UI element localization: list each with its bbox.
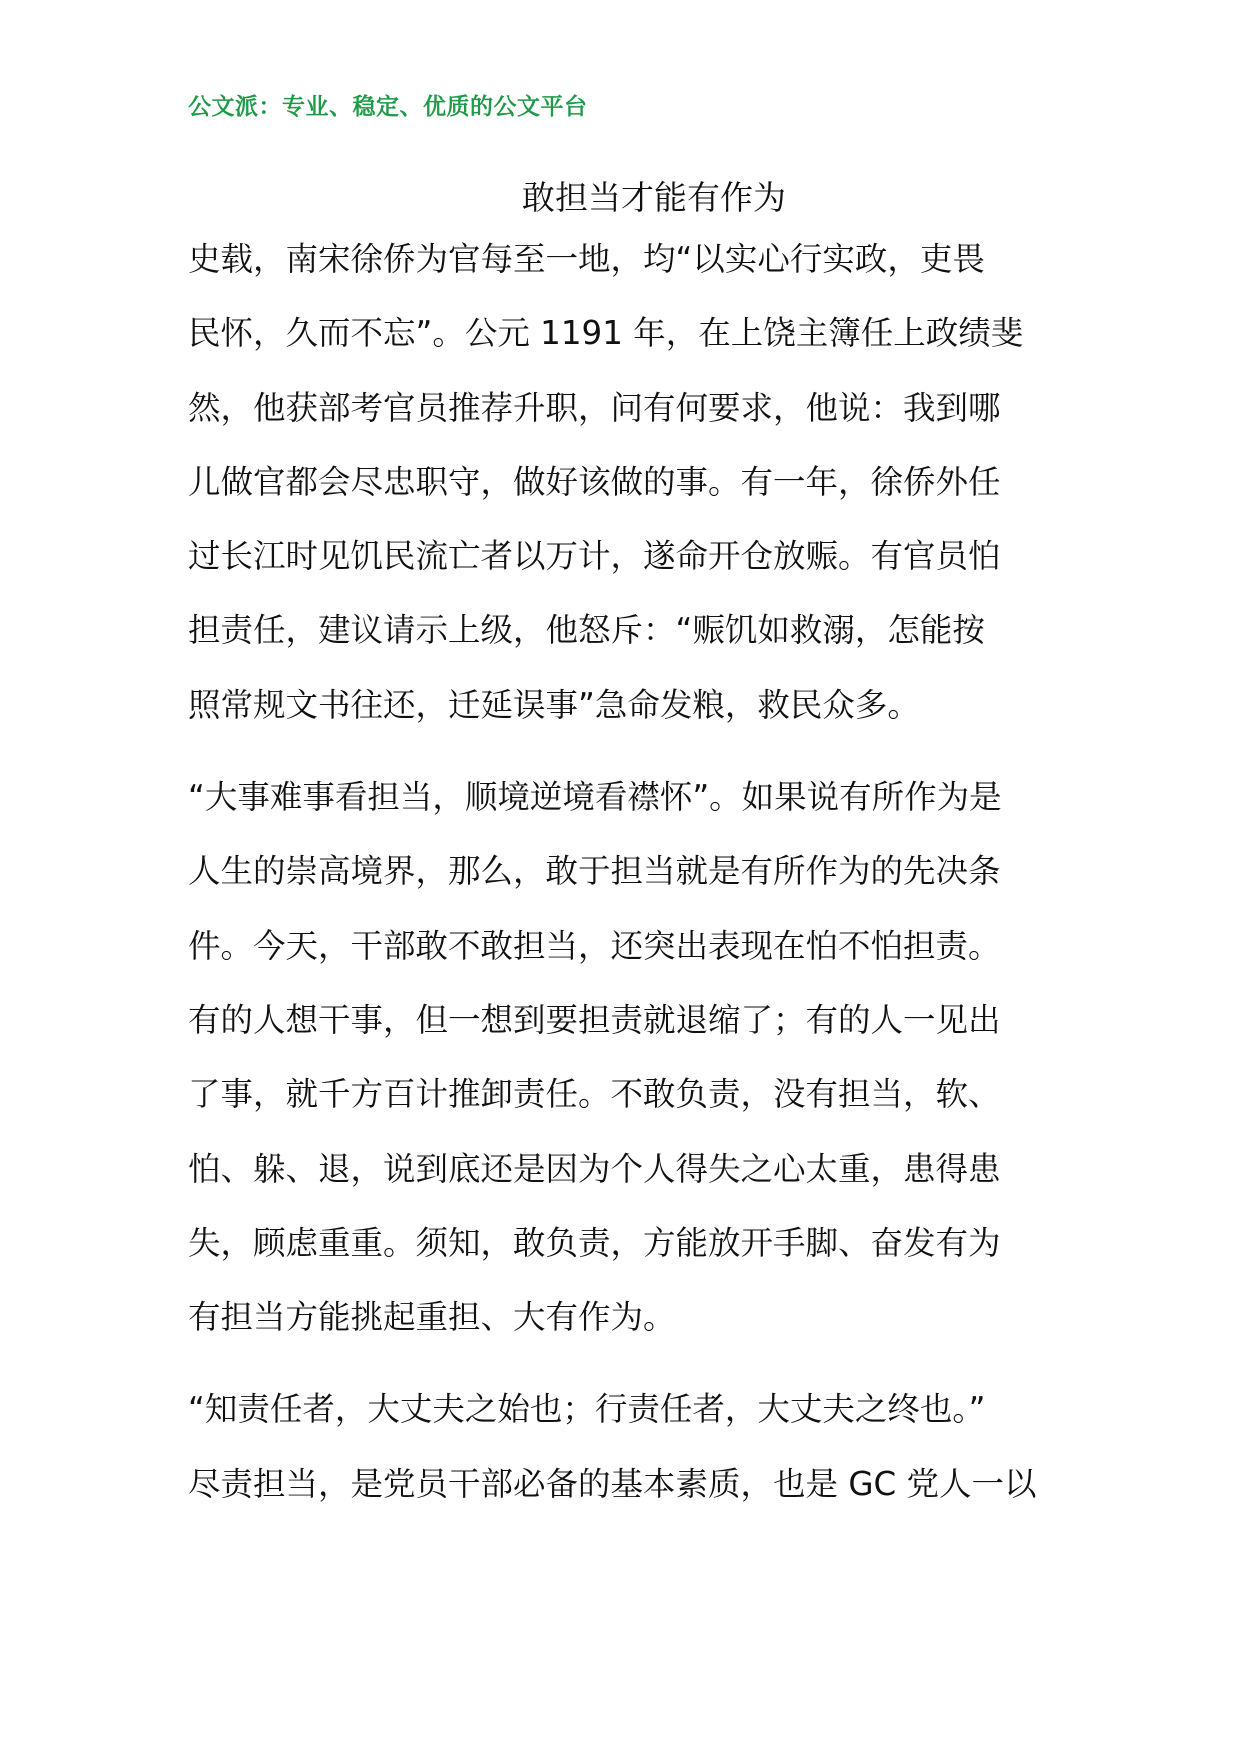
text-line: 担责任，建议请示上级，他怒斥：“赈饥如救溺，怎能按 (188, 611, 985, 650)
text-line: 怕、躲、退，说到底还是因为个人得失之心太重，患得患 (188, 1149, 1001, 1188)
text-line: 人生的崇高境界，那么，敢于担当就是有所作为的先决条 (188, 852, 1001, 891)
text-line: 照常规文书往还，迁延误事”急命发粮，救民众多。 (188, 685, 920, 724)
document-title (0, 172, 1240, 219)
text-line: 失，顾虑重重。须知，敢负责，方能放开手脚、奋发有为 (188, 1223, 1001, 1262)
document-title-text: 敢担当才能有作为 (522, 178, 786, 217)
text-line: “知责任者，大丈夫之始也；行责任者，大丈夫之终也。” (188, 1390, 986, 1429)
paragraph-2 (188, 760, 1068, 1354)
text-line: “大事难事看担当，顺境逆境看襟怀”。如果说有所作为是 (188, 778, 1002, 817)
text-line: 然，他获部考官员推荐升职，问有何要求，他说：我到哪 (188, 388, 1001, 427)
text-line: 有的人想干事，但一想到要担责就退缩了；有的人一见出 (188, 1000, 1001, 1039)
text-line: 件。今天，干部敢不敢担当，还突出表现在怕不怕担责。 (188, 926, 1001, 965)
text-line: 尽责担当，是党员干部必备的基本素质，也是 GC 党人一以 (188, 1464, 1037, 1503)
paragraph-3 (188, 1372, 1068, 1521)
site-header: 公文派：专业、稳定、优质的公文平台 (188, 93, 588, 120)
text-line: 过长江时见饥民流亡者以万计，遂命开仓放赈。有官员怕 (188, 537, 1001, 576)
text-line: 了事，就千方百计推卸责任。不敢负责，没有担当，软、 (188, 1075, 1001, 1114)
text-line: 儿做官都会尽忠职守，做好该做的事。有一年，徐侨外任 (188, 462, 1001, 501)
text-line: 史载，南宋徐侨为官每至一地，均“以实心行实政，吏畏 (188, 240, 985, 278)
paragraph-1 (188, 222, 1068, 742)
text-line: 有担当方能挑起重担、大有作为。 (188, 1298, 676, 1337)
text-line: 民怀，久而不忘”。公元 1191 年，在上饶主簿任上政绩斐 (188, 314, 1024, 353)
document-body (188, 222, 1068, 1539)
